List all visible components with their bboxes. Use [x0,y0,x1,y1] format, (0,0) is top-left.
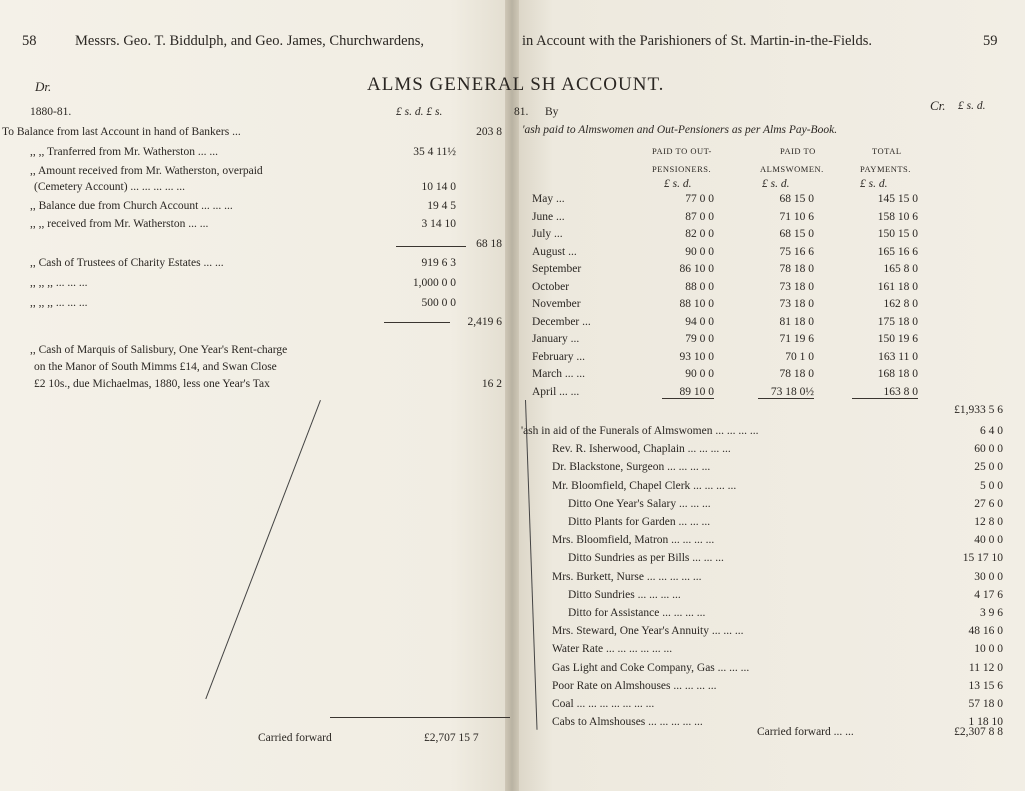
month-amount: 88 0 0 [685,280,714,293]
month-amount: 70 1 0 [785,350,814,363]
receipt-description: ,, Amount received from Mr. Watherston, overpaid [30,165,263,177]
receipt-description: £2 10s., due Michaelmas, 1880, less one Year's Tax [34,378,270,390]
col-almswomen-head2: ALMSWOMEN. [760,164,824,174]
payment-description: Mrs. Bloomfield, Matron ... ... ... ... [552,534,715,547]
month-amount: 165 8 0 [883,263,918,275]
debit-label: Dr. [35,79,52,94]
month-amount: 71 19 6 [779,333,814,345]
receipt-amount: 1,000 0 0 [412,277,456,289]
subtotal-rule [384,322,450,323]
year-label: 1880-81. [30,106,72,118]
month-name: October [532,280,570,293]
month-amount: 79 0 0 [685,333,714,345]
month-amount: 150 15 0 [877,228,918,240]
receipt-description: To Balance from last Account in hand of Bankers ... [2,126,241,138]
payment-description: Mrs. Burkett, Nurse ... ... ... ... ... [552,570,702,583]
month-name: September [532,263,582,275]
month-amount: 158 10 6 [877,210,918,223]
month-amount: 93 10 0 [679,350,714,363]
receipt-description: ,, ,, Tranferred from Mr. Watherston ... ... [30,146,218,158]
payment-amount: 30 0 0 [974,570,1003,583]
payment-amount: 12 8 0 [974,516,1003,528]
month-name: April ... ... [532,385,580,398]
month-amount: 89 10 0 [679,385,714,398]
receipt-description: (Cemetery Account) ... ... ... ... ... [34,181,186,193]
payment-description: Cabs to Almshouses ... ... ... ... ... [552,716,703,729]
payment-amount: 5 0 0 [980,479,1003,492]
receipt-amount: 19 4 5 [427,200,456,212]
payment-amount: 27 6 0 [974,497,1003,510]
payment-description: Ditto for Assistance ... ... ... ... [568,607,706,619]
payment-description: Coal ... ... ... ... ... ... ... [552,698,655,710]
payment-amount: 11 12 0 [968,661,1003,674]
right-page-number: 59 [983,33,998,49]
payment-amount: 1 18 10 [968,716,1003,729]
month-amount: 162 8 0 [883,298,918,310]
left-page-number: 58 [22,33,37,49]
col-outpensioners-head: PAID TO OUT- [652,146,712,156]
receipt-total: 68 18 [476,238,502,250]
month-amount: 163 11 0 [878,350,918,363]
month-amount: 90 0 0 [685,368,714,380]
month-amount: 163 8 0 [883,385,918,398]
payment-amount: 15 17 10 [962,552,1003,565]
month-name: January ... [532,333,580,345]
receipt-total: 16 2 [481,378,502,390]
account-title: ALMS GENERAL SH ACCOUNT. [367,74,665,95]
receipt-amount: 919 6 3 [421,257,456,269]
payment-amount: 6 4 0 [980,425,1003,437]
by-label: By [545,106,559,118]
payment-description: Mrs. Steward, One Year's Annuity ... ... ... [552,625,744,638]
month-amount: 78 18 0 [779,368,814,380]
month-amount: 82 0 0 [685,228,714,240]
payment-description: Dr. Blackstone, Surgeon ... ... ... ... [552,461,711,474]
col-almswomen-head: PAID TO [780,146,816,156]
col2-units: £ s. d. [762,178,790,190]
payment-description: Ditto Sundries ... ... ... ... [568,588,681,601]
column-rule [758,398,814,399]
month-amount: 165 16 6 [877,245,918,258]
subtotal-rule [396,246,466,247]
payment-description: Ditto One Year's Salary ... ... ... [568,497,711,510]
month-amount: 161 18 0 [877,280,918,293]
month-name: February ... [532,350,586,363]
month-amount: 81 18 0 [779,315,814,328]
month-amount: 88 10 0 [679,298,714,310]
col3-units: £ s. d. [860,178,888,190]
receipt-amount: 35 4 11½ [413,146,456,158]
payment-amount: 60 0 0 [974,443,1003,456]
col-total-head: TOTAL [872,146,902,156]
month-amount: 86 10 0 [679,263,714,275]
payment-amount: 40 0 0 [974,534,1003,547]
col-outpensioners-head2: PENSIONERS. [652,164,712,174]
col1-units: £ s. d. [664,178,692,190]
receipt-amount: 3 14 10 [421,218,456,230]
payment-amount: 13 15 6 [968,679,1003,692]
month-amount: 71 10 6 [779,210,814,223]
receipt-description: ,, Cash of Trustees of Charity Estates ... ... [30,257,224,269]
credit-label: Cr. [930,98,946,113]
month-amount: 168 18 0 [877,368,918,380]
col-total-head2: PAYMENTS. [860,164,911,174]
receipt-amount: 10 14 0 [421,181,456,193]
month-amount: 90 0 0 [685,245,714,258]
payment-description: Mr. Bloomfield, Chapel Clerk ... ... ... ... [552,479,737,492]
receipt-description: ,, Balance due from Church Account ... ... ... [30,200,233,212]
month-amount: 94 0 0 [685,315,714,328]
column-rule [852,398,918,399]
payment-description: Rev. R. Isherwood, Chaplain ... ... ... ... [552,443,731,456]
payment-description: Gas Light and Coke Company, Gas ... ... ... [552,661,750,674]
receipt-amount: 500 0 0 [421,297,456,309]
month-name: May ... [532,193,565,205]
month-amount: 68 15 0 [779,193,814,205]
month-amount: 78 18 0 [779,263,814,275]
payment-amount: 3 9 6 [980,607,1003,619]
month-amount: 73 18 0½ [770,385,814,398]
month-amount: 73 18 0 [779,280,814,293]
month-name: December ... [532,315,591,328]
receipt-total: 203 8 [476,126,502,138]
payment-description: Ditto Sundries as per Bills ... ... ... [568,552,724,565]
payment-amount: 48 16 0 [968,625,1003,638]
month-amount: 73 18 0 [779,298,814,310]
carried-forward-value-right: £2,307 8 8 [954,726,1003,738]
receipt-total: 2,419 6 [467,316,502,328]
month-name: July ... [532,228,563,240]
payment-description: 'ash in aid of the Funerals of Almswomen ... ... ... ... [521,425,759,437]
receipt-description: ,, Cash of Marquis of Salisbury, One Year's Rent-charge [30,344,288,356]
year-label-right: 81. [514,106,529,118]
payment-description: Poor Rate on Almshouses ... ... ... ... [552,679,717,692]
bleed-through-text [300,420,303,432]
receipt-description: ,, ,, received from Mr. Watherston ... ... [30,218,209,230]
month-amount: 87 0 0 [685,210,714,223]
month-amount: 77 0 0 [685,193,714,205]
right-running-title: in Account with the Parishioners of St. Martin-in-the-Fields. [522,33,872,49]
payment-amount: 57 18 0 [968,698,1003,710]
receipt-description: ,, ,, ,, ... ... ... [30,277,88,289]
month-name: November [532,298,581,310]
payment-amount: 10 0 0 [974,643,1003,656]
month-name: March ... ... [532,368,586,380]
total-rule [330,717,510,718]
left-running-title: Messrs. Geo. T. Biddulph, and Geo. James, Churchwardens, [75,33,425,49]
month-name: August ... [532,245,577,258]
payment-description: Ditto Plants for Garden ... ... ... [568,516,711,528]
payment-amount: 25 0 0 [974,461,1003,474]
right-column-units: £ s. d. [958,100,986,112]
carried-forward-label: Carried forward [258,732,332,744]
carried-forward-label-right: Carried forward ... ... [757,726,854,738]
receipt-description: ,, ,, ,, ... ... ... [30,297,88,309]
month-amount: 175 18 0 [877,315,918,328]
month-name: June ... [532,210,565,223]
payments-heading: 'ash paid to Almswomen and Out-Pensioners as per Alms Pay-Book. [522,124,838,136]
receipt-description: on the Manor of South Mimms £14, and Swan Close [34,361,277,373]
payment-description: Water Rate ... ... ... ... ... ... [552,643,673,656]
monthly-total: £1,933 5 6 [954,404,1003,416]
column-rule [662,398,714,399]
carried-forward-value: £2,707 15 7 [424,732,479,744]
left-column-units: £ s. d. £ s. [396,106,443,118]
month-amount: 68 15 0 [779,228,814,240]
month-amount: 145 15 0 [877,193,918,205]
month-amount: 150 19 6 [877,333,918,345]
payment-amount: 4 17 6 [974,588,1003,601]
month-amount: 75 16 6 [779,245,814,258]
